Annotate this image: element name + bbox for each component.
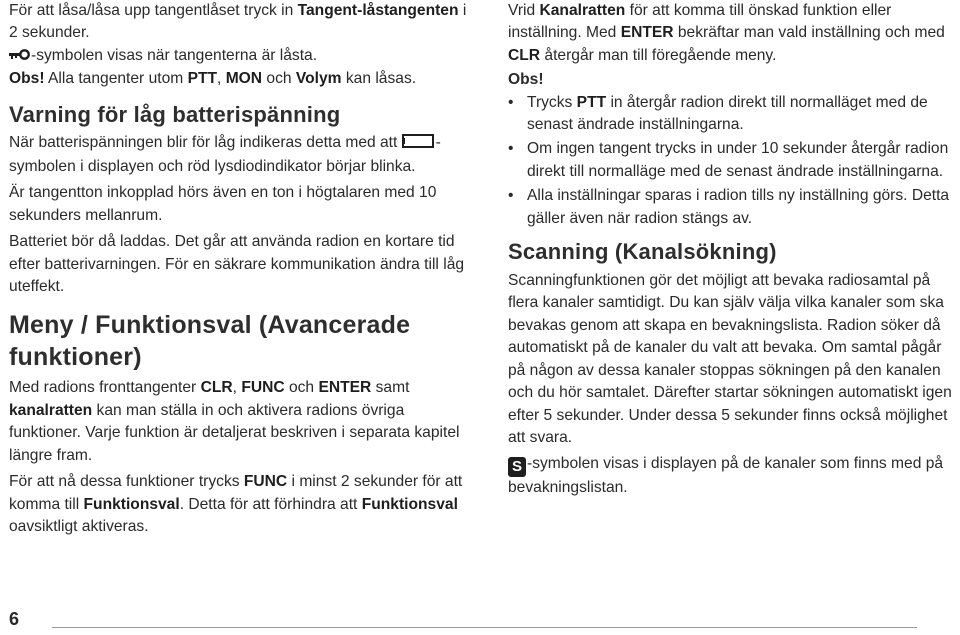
scan-s-icon: S: [508, 457, 526, 477]
key-tone-paragraph: Är tangentton inkopplad hörs även en ton i högtalaren med 10 sekunders mellanrum.: [9, 184, 437, 224]
page-number: 6: [9, 609, 20, 629]
charge-paragraph: Batteriet bör då laddas. Det går att använda radion en kortare tid efter batterivarningen. För en säkrare kommunikation ändra till låg uteffekt.: [9, 233, 465, 296]
list-item: • Trycks PTT in återgår radion direkt till normalläget med de senast ändrade inställningarna.: [508, 93, 928, 134]
footer-divider: [52, 627, 917, 628]
key-icon: [9, 46, 31, 68]
channel-knob-paragraph: Vrid Kanalratten för att komma till önskad funktion eller inställning. Med ENTER bekräftar man vald inställning och med CLR återgår man till föregående meny.: [508, 2, 945, 64]
bullet: •: [508, 187, 514, 205]
left-column: [9, 0, 471, 538]
battery-icon: [402, 133, 436, 156]
scan-symbol-paragraph: S -symbolen visas i displayen på de kanaler som finns med på bevakningslistan.: [508, 455, 944, 497]
keylock-paragraph: För att låsa/låsa upp tangentlåset tryck in Tangent-låstangenten i 2 sekunder.: [9, 2, 467, 42]
menu-func-paragraph: För att nå dessa funktioner trycks FUNC i minst 2 sekunder för att komma till Funktionsval. Detta för att förhindra att Funktionsval oavsiktligt aktiveras.: [9, 473, 463, 535]
bullet: •: [508, 93, 514, 111]
bullet: •: [508, 140, 514, 158]
scanning-heading: Scanning (Kanalsökning): [508, 239, 777, 265]
obs-label: Obs!: [508, 71, 544, 89]
right-column: [508, 0, 954, 500]
notes-list: [508, 92, 954, 230]
list-item: • Om ingen tangent trycks in under 10 sekunder återgår radion direkt till normalläge med de senast ändrade inställningarna.: [508, 140, 949, 180]
scanning-paragraph: Scanningfunktionen gör det möjligt att bevaka radiosamtal på flera kanaler samtidigt. Du kan själv välja vilka kanaler som ska bevakas genom att skapa en bevakningslista. Radion söker då automatiskt på de kanaler du valt att bevaka. Om samtal pågår på någon av dessa kanaler stoppas sökningen på den kanalen och du hör samtalet. Därefter startar sökningen automatiskt igen efter 5 sekunder. Under dessa 5 sekunder finns också möjlighet att svara.: [508, 272, 952, 446]
low-battery-heading: Varning för låg batterispänning: [9, 101, 341, 127]
low-battery-paragraph: När batterispänningen blir för låg indikeras detta med att -symbolen i displayen och röd lysdiodindikator börjar blinka.: [9, 133, 441, 176]
menu-heading: Meny / Funktionsval (Avancerade funktioner): [9, 311, 411, 372]
list-item: • Alla inställningar sparas i radion tills ny inställning görs. Detta gäller även när radion stängs av.: [508, 187, 950, 227]
obs-paragraph: Obs! Alla tangenter utom PTT, MON och Volym kan låsas.: [9, 70, 417, 88]
keylock-symbol-paragraph: -symbolen visas när tangenterna är låsta.: [9, 45, 471, 68]
menu-intro-paragraph: Med radions fronttangenter CLR, FUNC och ENTER samt kanalratten kan man ställa in och aktivera radions övriga funktioner. Varje funktion är detaljerat beskriven i separata kapitel längre fram.: [9, 379, 460, 464]
